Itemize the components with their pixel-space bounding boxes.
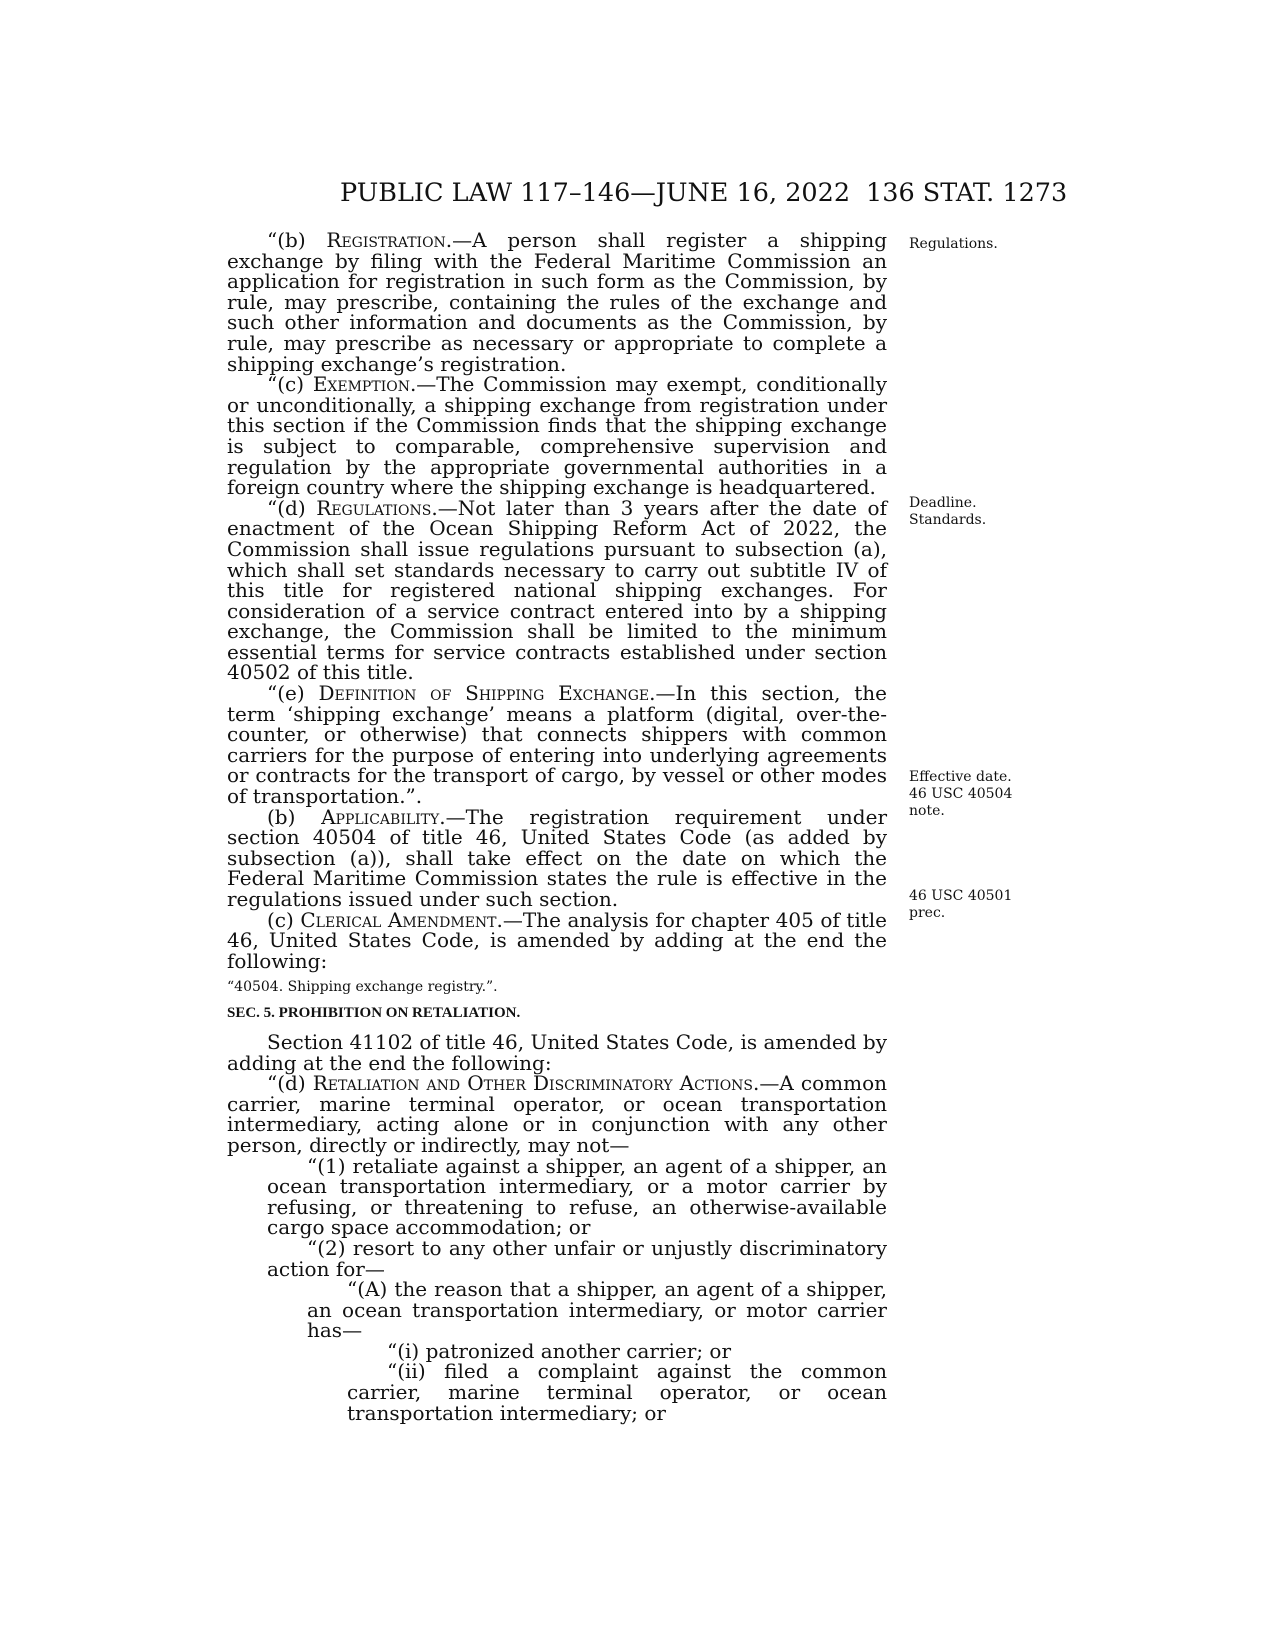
- margin-note-regulations: Regulations.: [909, 236, 998, 252]
- page-header: [0, 178, 1275, 218]
- clerical-amendment-paragraph: (c) Clerical Amendment.—The analysis for chapter 405 of title 46, United States Code, is amended by adding at the end the following:: [227, 907, 887, 973]
- subsection-heading: Clerical Amendment: [300, 907, 497, 932]
- subsection-heading: Exemption: [312, 372, 410, 397]
- subsection-b-registration: “(b) Registration.—A person shall register a shipping exchange by filing with the Federal Maritime Commission an application for registration in such form as the Commission, by rule, may prescribe, containing the rules of the exchange and such other information and documents as the Commission, by rule, may prescribe as necessary or appropriate to complete a shipping exchange’s registration.: [227, 228, 888, 376]
- subsection-d-retaliation: “(d) Retaliation and Other Discriminatory Actions.—A common carrier, marine terminal operator, or ocean transportation intermediary, acting alone or in conjunction with any other person, directly or indirectly, may not—: [227, 1071, 887, 1157]
- running-head: PUBLIC LAW 117–146—JUNE 16, 2022: [340, 178, 851, 208]
- subsection-heading: Retaliation and Other Discriminatory Actions: [312, 1071, 754, 1096]
- page-number: 136 STAT. 1273: [866, 178, 1068, 208]
- applicability-paragraph: (b) Applicability.—The registration requirement under section 40504 of title 46, United States Code (as added by subsection (a)), shall take effect on the date on which the Federal Maritime Commission states the rule is effective in the regulations issued under such section.: [227, 804, 888, 911]
- subsection-heading: Applicability: [321, 804, 440, 829]
- section-heading: SEC. 5. PROHIBITION ON RETALIATION.: [227, 1005, 521, 1022]
- subsection-heading: Registration: [326, 228, 446, 252]
- subparagraph-a: “(A) the reason that a shipper, an agent of a shipper, an ocean transportation intermediary, or motor carrier has—: [307, 1277, 887, 1343]
- paragraph-1: “(1) retaliate against a shipper, an agent of a shipper, an ocean transportation intermediary, or a motor carrier by refusing, or threatening to refuse, an otherwise-available cargo space accommodation; or: [267, 1153, 887, 1240]
- margin-note-effective-date: Effective date. 46 USC 40504 note.: [909, 769, 1013, 819]
- subsection-d-regulations: “(d) Regulations.—Not later than 3 years after the date of enactment of the Ocean Shipping Reform Act of 2022, the Commission shall issue regulations pursuant to subsection (a), which shall set standards necessary to carry out subtitle IV of this title for registered national shipping exchanges. For consideration of a service contract entered into by a shipping exchange, the Commission shall be limited to the minimum essential terms for service contracts established under section 40502 of this title.: [227, 495, 887, 685]
- margin-note-usc-40501: 46 USC 40501 prec.: [909, 888, 1013, 921]
- subsection-e-definition: “(e) Definition of Shipping Exchange.—In this section, the term ‘shipping exchange’ means a platform (digital, over-the-counter, or otherwise) that connects shippers with common carriers for the purpose of entering into underlying agreements or contracts for the transport of cargo, by vessel or other modes of transportation.”.: [227, 681, 888, 809]
- clause-i: “(i) patronized another carrier; or: [387, 1338, 732, 1363]
- margin-note-deadline: Deadline. Standards.: [909, 495, 987, 528]
- clause-ii: “(ii) filed a complaint against the common carrier, marine terminal operator, or ocean transportation intermediary; or: [347, 1359, 887, 1425]
- table-of-contents-entry: “40504. Shipping exchange registry.”.: [227, 979, 498, 996]
- subsection-c-exemption: “(c) Exemption.—The Commission may exempt, conditionally or unconditionally, a shipping exchange from registration under this section if the Commission finds that the shipping exchange is subject to comparable, comprehensive supervision and regulation by the appropriate governmental authorities in a foreign country where the shipping exchange is headquartered.: [227, 372, 887, 500]
- subsection-heading: Regulations: [316, 495, 432, 520]
- body-text: [227, 230, 887, 1423]
- section-intro: Section 41102 of title 46, United States Code, is amended by adding at the end the following:: [227, 1029, 887, 1075]
- subsection-heading: Definition of Shipping Exchange: [318, 681, 650, 706]
- paragraph-2: “(2) resort to any other unfair or unjustly discriminatory action for—: [267, 1235, 887, 1281]
